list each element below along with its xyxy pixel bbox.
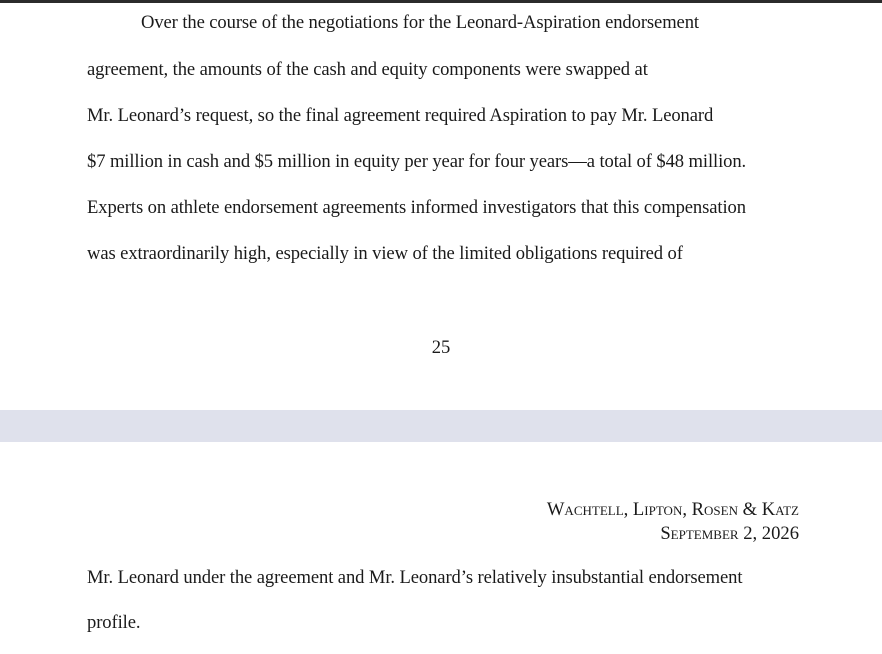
body-text-line: Over the course of the negotiations for the Leonard-Aspiration endorsement <box>141 12 699 33</box>
body-text-line: profile. <box>87 612 141 633</box>
body-text-line: was extraordinarily high, especially in view of the limited obligations required of <box>87 243 683 264</box>
page-number: 25 <box>431 337 451 358</box>
body-text-line: Mr. Leonard’s request, so the final agreement required Aspiration to pay Mr. Leonard <box>87 105 714 126</box>
document-page-lower <box>0 442 882 654</box>
page-header <box>547 498 799 546</box>
header-date: September 2, 2026 <box>660 523 799 544</box>
body-text-line: agreement, the amounts of the cash and equity components were swapped at <box>87 59 648 80</box>
body-text-line: Mr. Leonard under the agreement and Mr. Leonard’s relatively insubstantial endorsement <box>87 567 743 588</box>
header-firm-name: Wachtell, Lipton, Rosen & Katz <box>546 499 799 520</box>
body-text-line: $7 million in cash and $5 million in equity per year for four years—a total of $48 million. <box>87 151 747 172</box>
document-page-upper <box>0 3 882 410</box>
body-text-line: Experts on athlete endorsement agreements informed investigators that this compensation <box>87 197 746 218</box>
page-separator <box>0 410 882 442</box>
